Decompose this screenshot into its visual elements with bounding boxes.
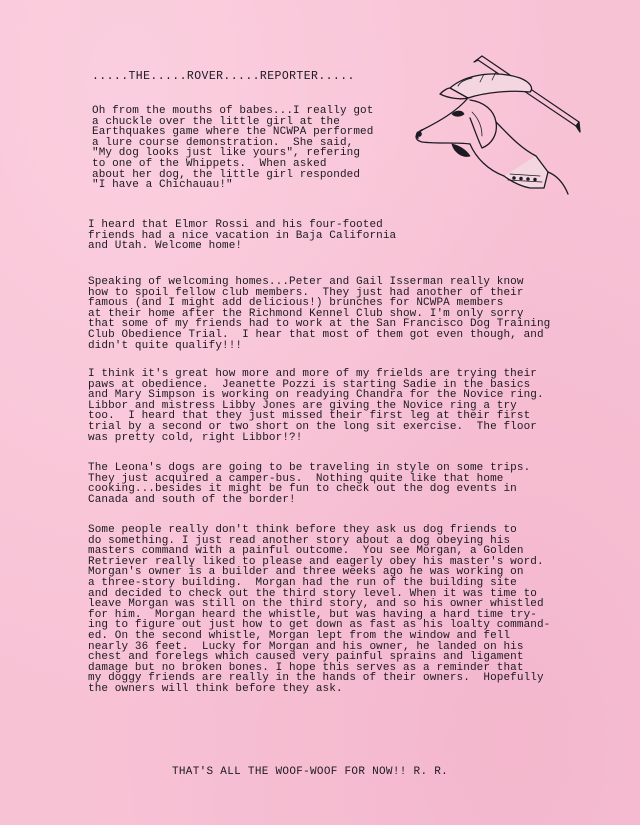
text-line: for him. Morgan heard the whistle, but was having a hard time try- [88, 608, 537, 621]
text-line: I heard that Elmor Rossi and his four-footed [88, 219, 383, 231]
paragraph-morgan-story [88, 525, 550, 695]
text-line: They just acquired a camper-bus. Nothing quite like that home [88, 472, 504, 485]
closing-signoff: THAT'S ALL THE WOOF-WOOF FOR NOW!! R. R. [172, 766, 449, 778]
text-line: "I have a Chichauau!" [92, 179, 233, 192]
text-line: paws at obedience. Jeanette Pozzi is starting Sadie in the basics [88, 378, 531, 391]
text-line: that some of my friends had to work at the San Francisco Dog Training [88, 318, 551, 331]
text-line: to one of the Whippets. When asked [92, 157, 327, 170]
text-line: masters command with a painful outcome. You see Morgan, a Golden [88, 545, 524, 558]
text-line: The Leona's dogs are going to be traveling in style on some trips. [88, 462, 531, 474]
text-line: do something. I just read another story about a dog obeying his [88, 534, 511, 547]
text-line: ed. On the second whistle, Morgan lept from the window and fell [88, 629, 511, 642]
text-line: about her dog, the little girl responded [92, 168, 361, 181]
text-line: Retriever really liked to please and eagerly obey his master's word. [88, 555, 544, 568]
text-line: cooking...besides it might be fun to check out the dog events in [88, 483, 517, 496]
text-line: and Utah. Welcome home! [88, 240, 243, 253]
text-line: my doggy friends are really in the hands of their owners. Hopefully [88, 672, 544, 685]
text-line: damage but no broken bones. I hope this serves as a reminder that [88, 661, 524, 674]
text-line: "My dog looks just like yours", refering [92, 147, 361, 160]
text-line: a chuckle over the little girl at the [92, 115, 340, 128]
text-line: the owners will think before they ask. [88, 682, 343, 695]
text-line: didn't quite qualify!!! [88, 339, 243, 352]
text-line: leave Morgan was still on the third story, and so his owner whistled [88, 598, 544, 611]
text-line: and decided to check out the third story level. When it was time to [88, 587, 537, 600]
text-line: Some people really don't think before they ask us dog friends to [88, 524, 517, 536]
text-line: famous (and I might add delicious!) brunches for NCWPA members [88, 297, 504, 310]
paragraph-obedience [88, 369, 544, 443]
text-line: too. I heard that they just missed their first leg at their first [88, 410, 531, 423]
text-line: Oh from the mouths of babes...I really got [92, 105, 374, 117]
text-line: Libbor and mistress Libby Jones are giving the Novice ring a try [88, 399, 517, 412]
text-line: ing to figure out just how to get down as fast as his loalty command- [88, 619, 551, 632]
text-line: Speaking of welcoming homes...Peter and Gail Isserman really know [88, 276, 524, 288]
text-line: nearly 36 feet. Lucky for Morgan and his owner, he landed on his [88, 640, 524, 653]
dog-in-cap-with-pencil-icon [408, 52, 584, 202]
text-line: chest and forelegs which caused very painful sprains and ligament [88, 651, 524, 664]
paragraph-vacation [88, 220, 396, 252]
text-line: how to spoil fellow club members. They just had another of their [88, 286, 524, 299]
text-line: friends had a nice vacation in Baja California [88, 229, 397, 242]
text-line: a lure course demonstration. She said, [92, 136, 354, 149]
paragraph-camper-bus [88, 463, 530, 505]
text-line: at their home after the Richmond Kennel Club show. I'm only sorry [88, 307, 524, 320]
text-line: was pretty cold, right Libbor!?! [88, 431, 303, 444]
text-line: a three-story building. Morgan had the run of the building site [88, 576, 517, 589]
paragraph-brunches [88, 277, 550, 351]
paragraph-chichauau [92, 106, 373, 191]
text-line: Earthquakes game where the NCWPA performed [92, 126, 374, 139]
text-line: Canada and south of the border! [88, 493, 296, 506]
text-line: and Mary Simpson is working on readying Chandra for the Novice ring. [88, 389, 544, 402]
text-line: Morgan's owner is a builder and three weeks ago he was working on [88, 566, 524, 579]
text-line: Club Obedience Trial. I hear that most of them got even though, and [88, 328, 544, 341]
text-line: trial by a second or two short on the long sit exercise. The floor [88, 420, 537, 433]
text-line: I think it's great how more and more of my frields are trying their [88, 368, 537, 380]
newsletter-title: .....THE.....ROVER.....REPORTER..... [92, 70, 355, 83]
